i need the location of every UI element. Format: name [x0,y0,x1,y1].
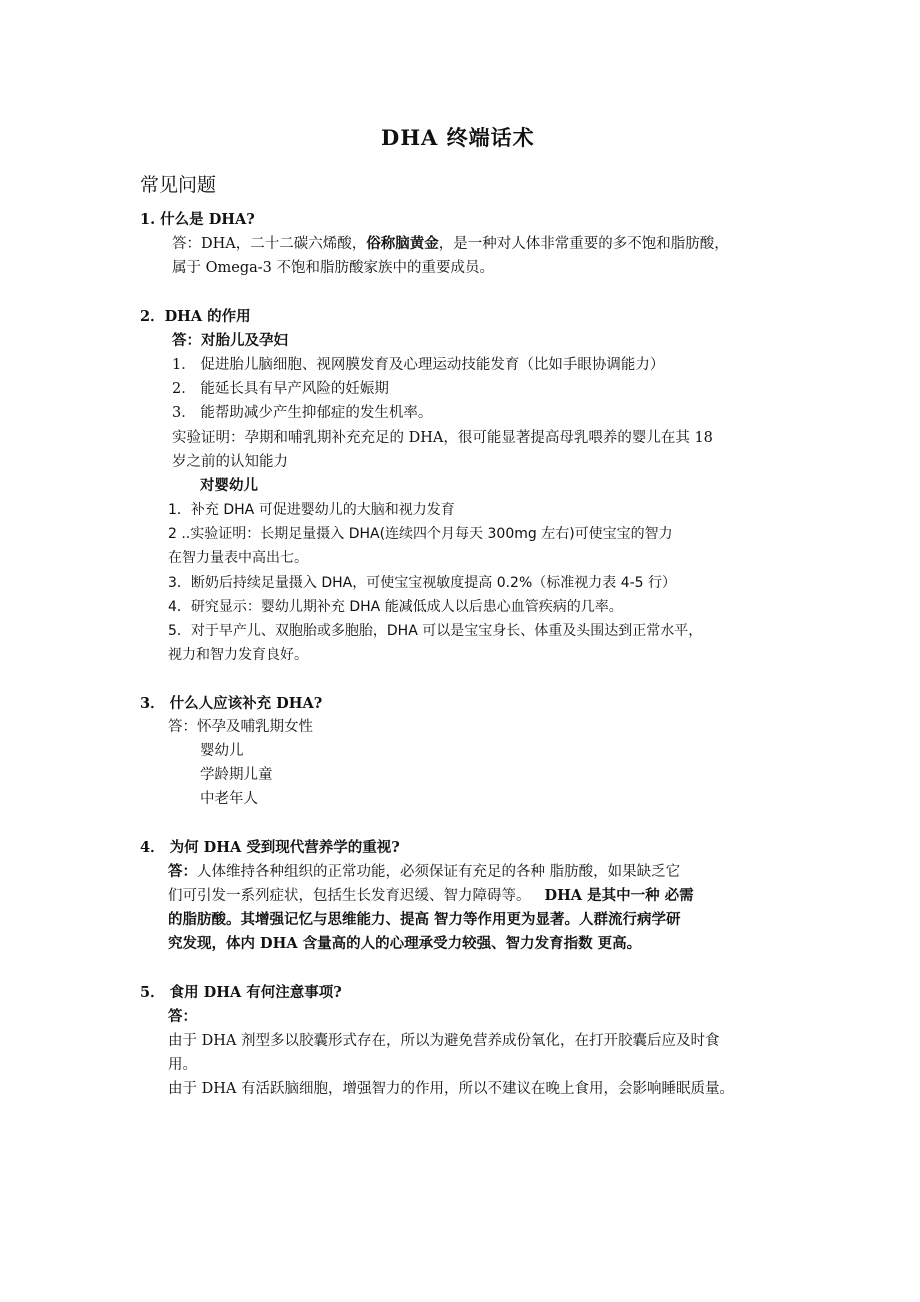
q1-answer-pre: 答：DHA，二十二碳六烯酸， [172,236,367,252]
section-heading: 常见问题 [140,174,217,196]
page-title: DHA 终端话术 [381,125,535,150]
q3-group: 中老年人 [200,791,258,807]
q4-line3: 的脂肪酸。其增强记忆与思维能力、提高 智力等作用更为显著。人群流行病学研 [168,911,681,928]
q2-experiment-line2: 岁之前的认知能力 [172,454,288,470]
q2-infant-item: 在智力量表中高出七。 [168,550,308,566]
q2-infant-item: 1．补充 DHA 可促进婴幼儿的大脑和视力发育 [168,502,455,518]
q1-answer-line2: 属于 Omega-3 不饱和脂肪酸家族中的重要成员。 [172,260,494,276]
q4-line4: 究发现，体内 DHA 含量高的人的心理承受力较强、智力发育指数 更高。 [168,935,642,952]
q4-line1-text: 人体维持各种组织的正常功能，必须保证有充足的各种 脂肪酸，如果缺乏它 [197,864,681,880]
q2-fetus-item: 3． 能帮助减少产生抑郁症的发生机率。 [172,405,433,421]
q2-heading: 2．DHA 的作用 [140,308,251,325]
q4-line2-bold: DHA 是其中一种 必需 [544,887,694,904]
q3-group: 婴幼儿 [200,743,244,759]
q5-line1: 由于 DHA 剂型多以胶囊形式存在，所以为避免营养成份氧化，在打开胶囊后应及时食 [168,1033,720,1049]
q2-infant-item: 4．研究显示：婴幼儿期补充 DHA 能减低成人以后患心血管疾病的几率。 [168,599,623,615]
q1-answer-line1 [172,234,729,254]
q2-infant-item: 视力和智力发育良好。 [168,647,308,663]
q4-line2-normal: 们可引发一系列症状，包括生长发育迟缓、智力障碍等。 [168,888,531,904]
q5-line3: 由于 DHA 有活跃脑细胞，增强智力的作用，所以不建议在晚上食用，会影响睡眠质量。 [168,1081,734,1097]
q4-line1 [168,862,680,882]
q3-answer: 答：怀孕及哺乳期女性 [168,719,313,735]
q5-heading: 5． 食用 DHA 有何注意事项? [140,984,342,1001]
q2-infant-item: 3．断奶后持续足量摄入 DHA，可使宝宝视敏度提高 0.2%（标准视力表 4-5 行） [168,575,677,591]
q4-heading: 4． 为何 DHA 受到现代营养学的重视? [140,839,400,856]
q3-group: 学龄期儿童 [200,767,273,783]
q4-line2 [168,886,694,906]
q1-answer-bold: 俗称脑黄金 [366,235,439,252]
q2-experiment-line1: 实验证明：孕期和哺乳期补充充足的 DHA，很可能显著提高母乳喂养的婴儿在其 18 [172,430,713,446]
q2-infant-item: 2 ..实验证明：长期足量摄入 DHA(连续四个月每天 300mg 左右)可使宝宝的智力 [168,526,673,542]
q2-infant-item: 5．对于早产儿、双胞胎或多胞胎，DHA 可以是宝宝身长、体重及头围达到正常水平， [168,623,703,639]
q5-answer-label: 答： [168,1008,197,1025]
q1-answer-post: ，是一种对人体非常重要的多不饱和脂肪酸， [438,236,729,252]
q5-line2: 用。 [168,1057,197,1073]
q2-fetus-item: 2． 能延长具有早产风险的妊娠期 [172,381,389,397]
q4-answer-label: 答： [168,863,197,880]
q3-heading: 3． 什么人应该补充 DHA? [140,695,323,712]
q2-sub-infant: 对婴幼儿 [200,477,258,494]
q2-sub-fetus: 答：对胎儿及孕妇 [172,332,288,349]
q2-fetus-item: 1． 促进胎儿脑细胞、视网膜发育及心理运动技能发育（比如手眼协调能力） [172,357,665,373]
q1-heading: 1. 什么是 DHA? [140,211,255,228]
